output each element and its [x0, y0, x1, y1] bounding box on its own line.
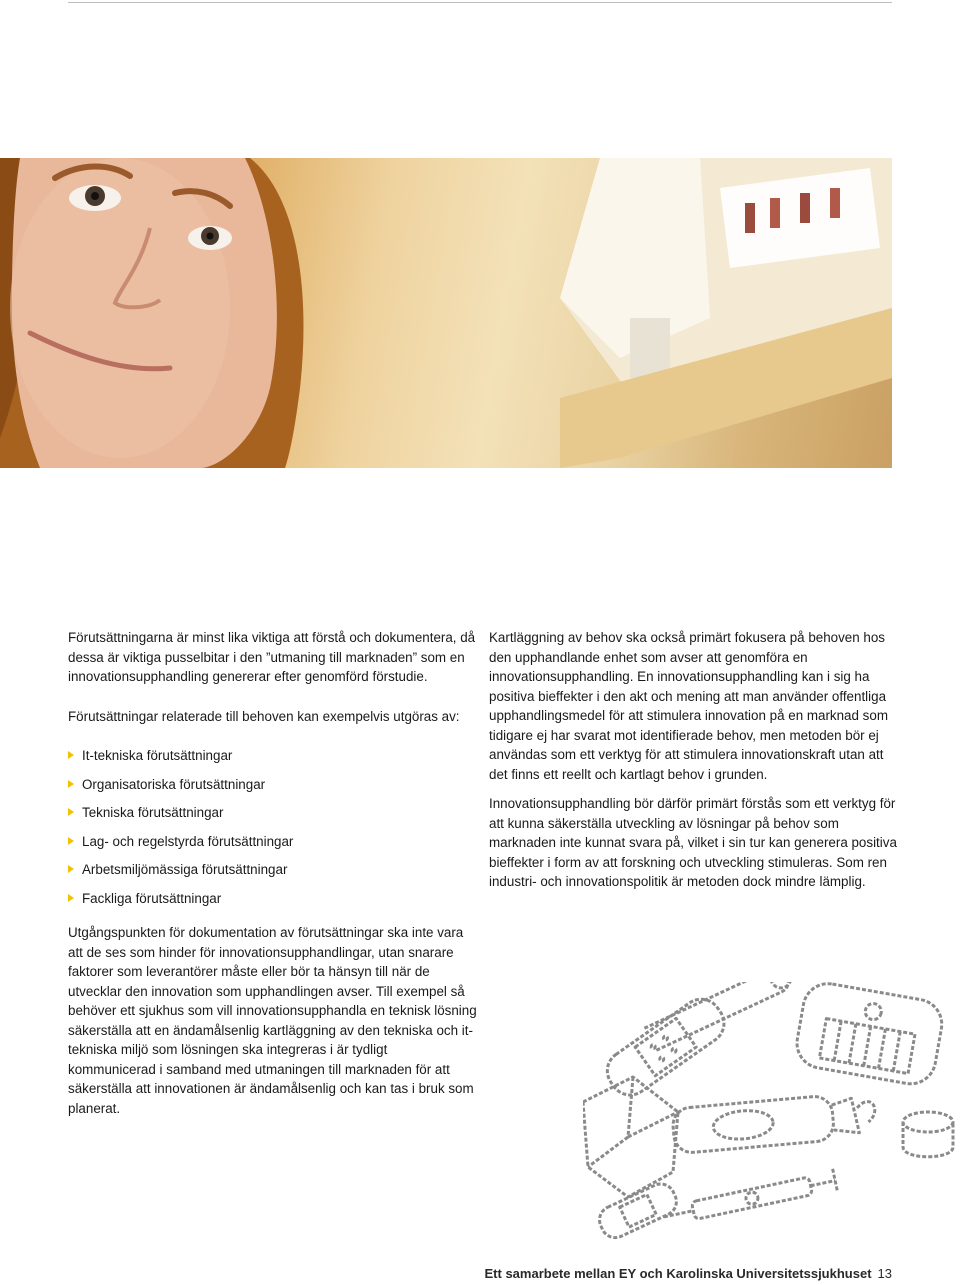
top-divider — [68, 2, 892, 3]
needs-mapping-paragraph: Kartläggning av behov ska också primärt fokusera på behoven hos den upphandlande enhet som avser att genomföra en innovationsupphandling. En innovationsupphandling kan i sig ha positiva bieffekter i den akt och mening att man använder offentliga upphandlingsmedel för att stimulera innovation på en marknad som tidigare ej har svarat mot identifierade behov, men metoden bör ej användas som ett verktyg för att stimulera innovationskraft utan att det finns ett reellt och kartlagt behov i grunden. — [489, 630, 888, 782]
hero-photo — [0, 158, 892, 468]
triangle-bullet-icon — [68, 808, 74, 816]
list-item: Lag- och regelstyrda förutsättningar — [68, 832, 478, 861]
triangle-bullet-icon — [68, 865, 74, 873]
triangle-bullet-icon — [68, 780, 74, 788]
triangle-bullet-icon — [68, 751, 74, 759]
page-footer — [485, 1266, 893, 1282]
triangle-bullet-icon — [68, 894, 74, 902]
intro-paragraph: Förutsättningarna är minst lika viktiga att förstå och dokumentera, då dessa är viktiga pusselbitar i den ”utmaning till marknaden” som en innovationsupphandling genererar efter genomförd förstudie. — [68, 630, 476, 684]
lead-paragraph: Förutsättningar relaterade till behoven kan exempelvis utgöras av: — [68, 708, 460, 724]
left-column — [68, 628, 478, 1128]
list-item: Tekniska förutsättningar — [68, 803, 478, 832]
list-item: Fackliga förutsättningar — [68, 889, 478, 918]
list-item: Arbetsmiljömässiga förutsättningar — [68, 860, 478, 889]
triangle-bullet-icon — [68, 837, 74, 845]
innovation-procurement-paragraph: Innovationsupphandling bör därför primärt förstås som ett verktyg för att kunna säkerställa utveckling av lösningar på behov som marknaden inte kunnat svara på, vilket i sin tur kan generera positiva bieffekter i form av att forskning och utveckling stimuleras. Som ren industri- och innovationspolitik är metoden dock mindre lämplig. — [489, 796, 897, 889]
documentation-paragraph: Utgångspunkten för dokumentation av förutsättningar ska inte vara att de ses som hinder för innovationsupphandlingar, utan snarare faktorer som leverantörer måste eller bör ta hänsyn till när de utvecklar den innovation som upphandlingen avser. Till exempel så behöver ett sjukhus som vill innovationsupphandla en teknisk lösning säkerställa att en ändamålsenlig kartläggning av den tekniska och it-tekniska miljö som lösningen ska integreras i är tydligt kommunicerad i samband med utmaningen till marknaden för att säkerställa att innovationen är ändamålsenlig och kan tas i bruk som planerat. — [68, 925, 477, 1116]
right-column — [489, 628, 899, 900]
prerequisites-list — [68, 746, 478, 917]
page-number: 13 — [877, 1266, 892, 1281]
list-item: Organisatoriska förutsättningar — [68, 775, 478, 804]
footer-title: Ett samarbete mellan EY och Karolinska Universitetssjukhuset — [484, 1266, 872, 1281]
list-item: It-tekniska förutsättningar — [68, 746, 478, 775]
medical-supplies-sketch — [583, 982, 960, 1242]
